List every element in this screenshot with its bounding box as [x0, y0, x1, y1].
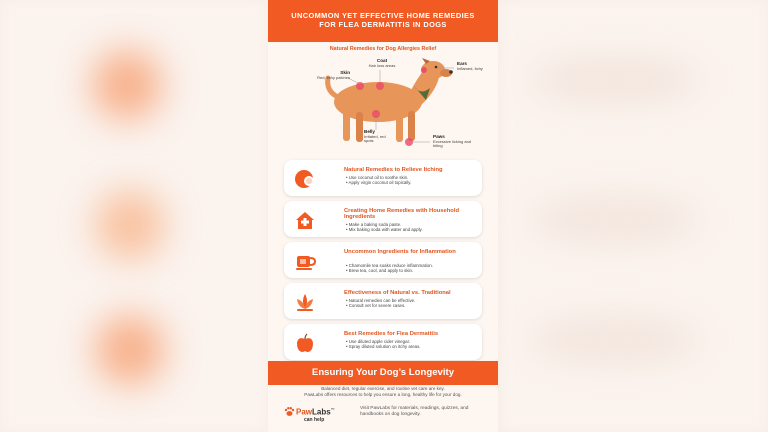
visit-text: Visit PawLabs for materials, readings, quizzes, and handbooks on dog longevity.: [360, 406, 469, 417]
brand-trademark: ™: [330, 407, 335, 412]
callout-paws-desc: Excessive licking and biting: [433, 138, 472, 149]
remedy-cards: [284, 160, 482, 365]
background-blob: [95, 315, 165, 385]
tea-cup-icon: [294, 250, 316, 272]
remedy-card: [284, 160, 482, 196]
card-title: Creating Home Remedies with Household Ingredients: [344, 208, 459, 221]
remedy-card: [284, 242, 482, 278]
callout-ears-label: Ears: [457, 61, 467, 66]
coconut-icon: [294, 168, 316, 190]
brand-tagline: can help: [304, 417, 325, 423]
card-bullet: • Use coconut oil to soothe skin.: [346, 175, 476, 180]
longevity-text: [276, 386, 490, 398]
remedy-card: [284, 283, 482, 319]
callout-ears-desc: Inflamed, itchy: [457, 65, 483, 71]
remedy-card: [284, 201, 482, 237]
longevity-line-1: Balanced diet, regular exercise, and routine vet care are key.: [321, 386, 445, 391]
brand-name-labs: Labs: [312, 407, 331, 417]
remedy-card: [284, 324, 482, 360]
callout-paws-label: Paws: [433, 134, 445, 139]
callout-paws: [433, 135, 479, 149]
card-bullets: [346, 222, 476, 233]
callout-belly-label: Belly: [364, 129, 375, 134]
callout-ears: [457, 62, 493, 71]
card-title: Natural Remedies to Relieve Itching: [344, 167, 443, 173]
infographic-poster: [268, 0, 498, 432]
card-bullets: [346, 298, 476, 309]
card-bullet: • Brew tea, cool, and apply to skin.: [346, 268, 476, 273]
callout-belly: [364, 130, 392, 144]
card-bullet: • Make a baking soda paste.: [346, 222, 476, 227]
callout-skin-desc: Red, itchy patches: [317, 74, 350, 80]
card-bullet: • Natural remedies can be effective.: [346, 298, 476, 303]
callout-coat-label: Coat: [376, 58, 388, 63]
pawlabs-logo: [284, 404, 354, 426]
card-title: Effectiveness of Natural vs. Traditional: [344, 290, 451, 296]
card-bullet: • Chamomile tea soaks reduce inflammation.: [346, 263, 476, 268]
card-bullet: • Use diluted apple cider vinegar.: [346, 339, 476, 344]
card-bullets: [346, 339, 476, 350]
house-medical-icon: [294, 209, 316, 231]
callout-skin: [304, 71, 350, 80]
background-blob: [95, 190, 165, 260]
background-blob: [92, 50, 162, 120]
brand-name: [296, 407, 335, 417]
card-bullets: [346, 263, 476, 274]
longevity-line-2: PawLabs offers resources to help you ensure a long, healthy life for your dog.: [304, 392, 462, 397]
callout-skin-label: Skin: [340, 70, 350, 75]
paw-icon: [284, 406, 295, 417]
callout-coat-desc: Hair loss areas: [368, 62, 396, 68]
card-bullet: • Consult vet for severe cases.: [346, 303, 476, 308]
card-bullet: • Spray diluted solution on itchy areas.: [346, 344, 476, 349]
dog-diagram: [268, 56, 498, 158]
background-blob: [530, 320, 700, 360]
poster-header: [268, 0, 498, 42]
card-bullets: [346, 175, 476, 186]
poster-title: UNCOMMON YET EFFECTIVE HOME REMEDIES FOR FLEA DERMATITIS IN DOGS: [291, 11, 475, 29]
poster-subtitle: Natural Remedies for Dog Allergies Relief: [329, 46, 437, 52]
callout-coat: [364, 59, 400, 68]
background-blob: [530, 200, 700, 240]
card-bullet: • Mix baking soda with water and apply.: [346, 227, 476, 232]
background-blob: [530, 60, 700, 100]
longevity-heading: Ensuring Your Dog’s Longevity: [268, 361, 498, 385]
apple-icon: [294, 332, 316, 354]
callout-belly-desc: Irritated, red spots: [364, 133, 386, 144]
card-bullet: • Apply virgin coconut oil topically.: [346, 180, 476, 185]
brand-name-paw: Paw: [296, 407, 313, 417]
lotus-icon: [294, 291, 316, 313]
card-title: Best Remedies for Flea Dermatitis: [344, 331, 439, 337]
card-title: Uncommon Ingredients for Inflammation: [344, 249, 456, 255]
